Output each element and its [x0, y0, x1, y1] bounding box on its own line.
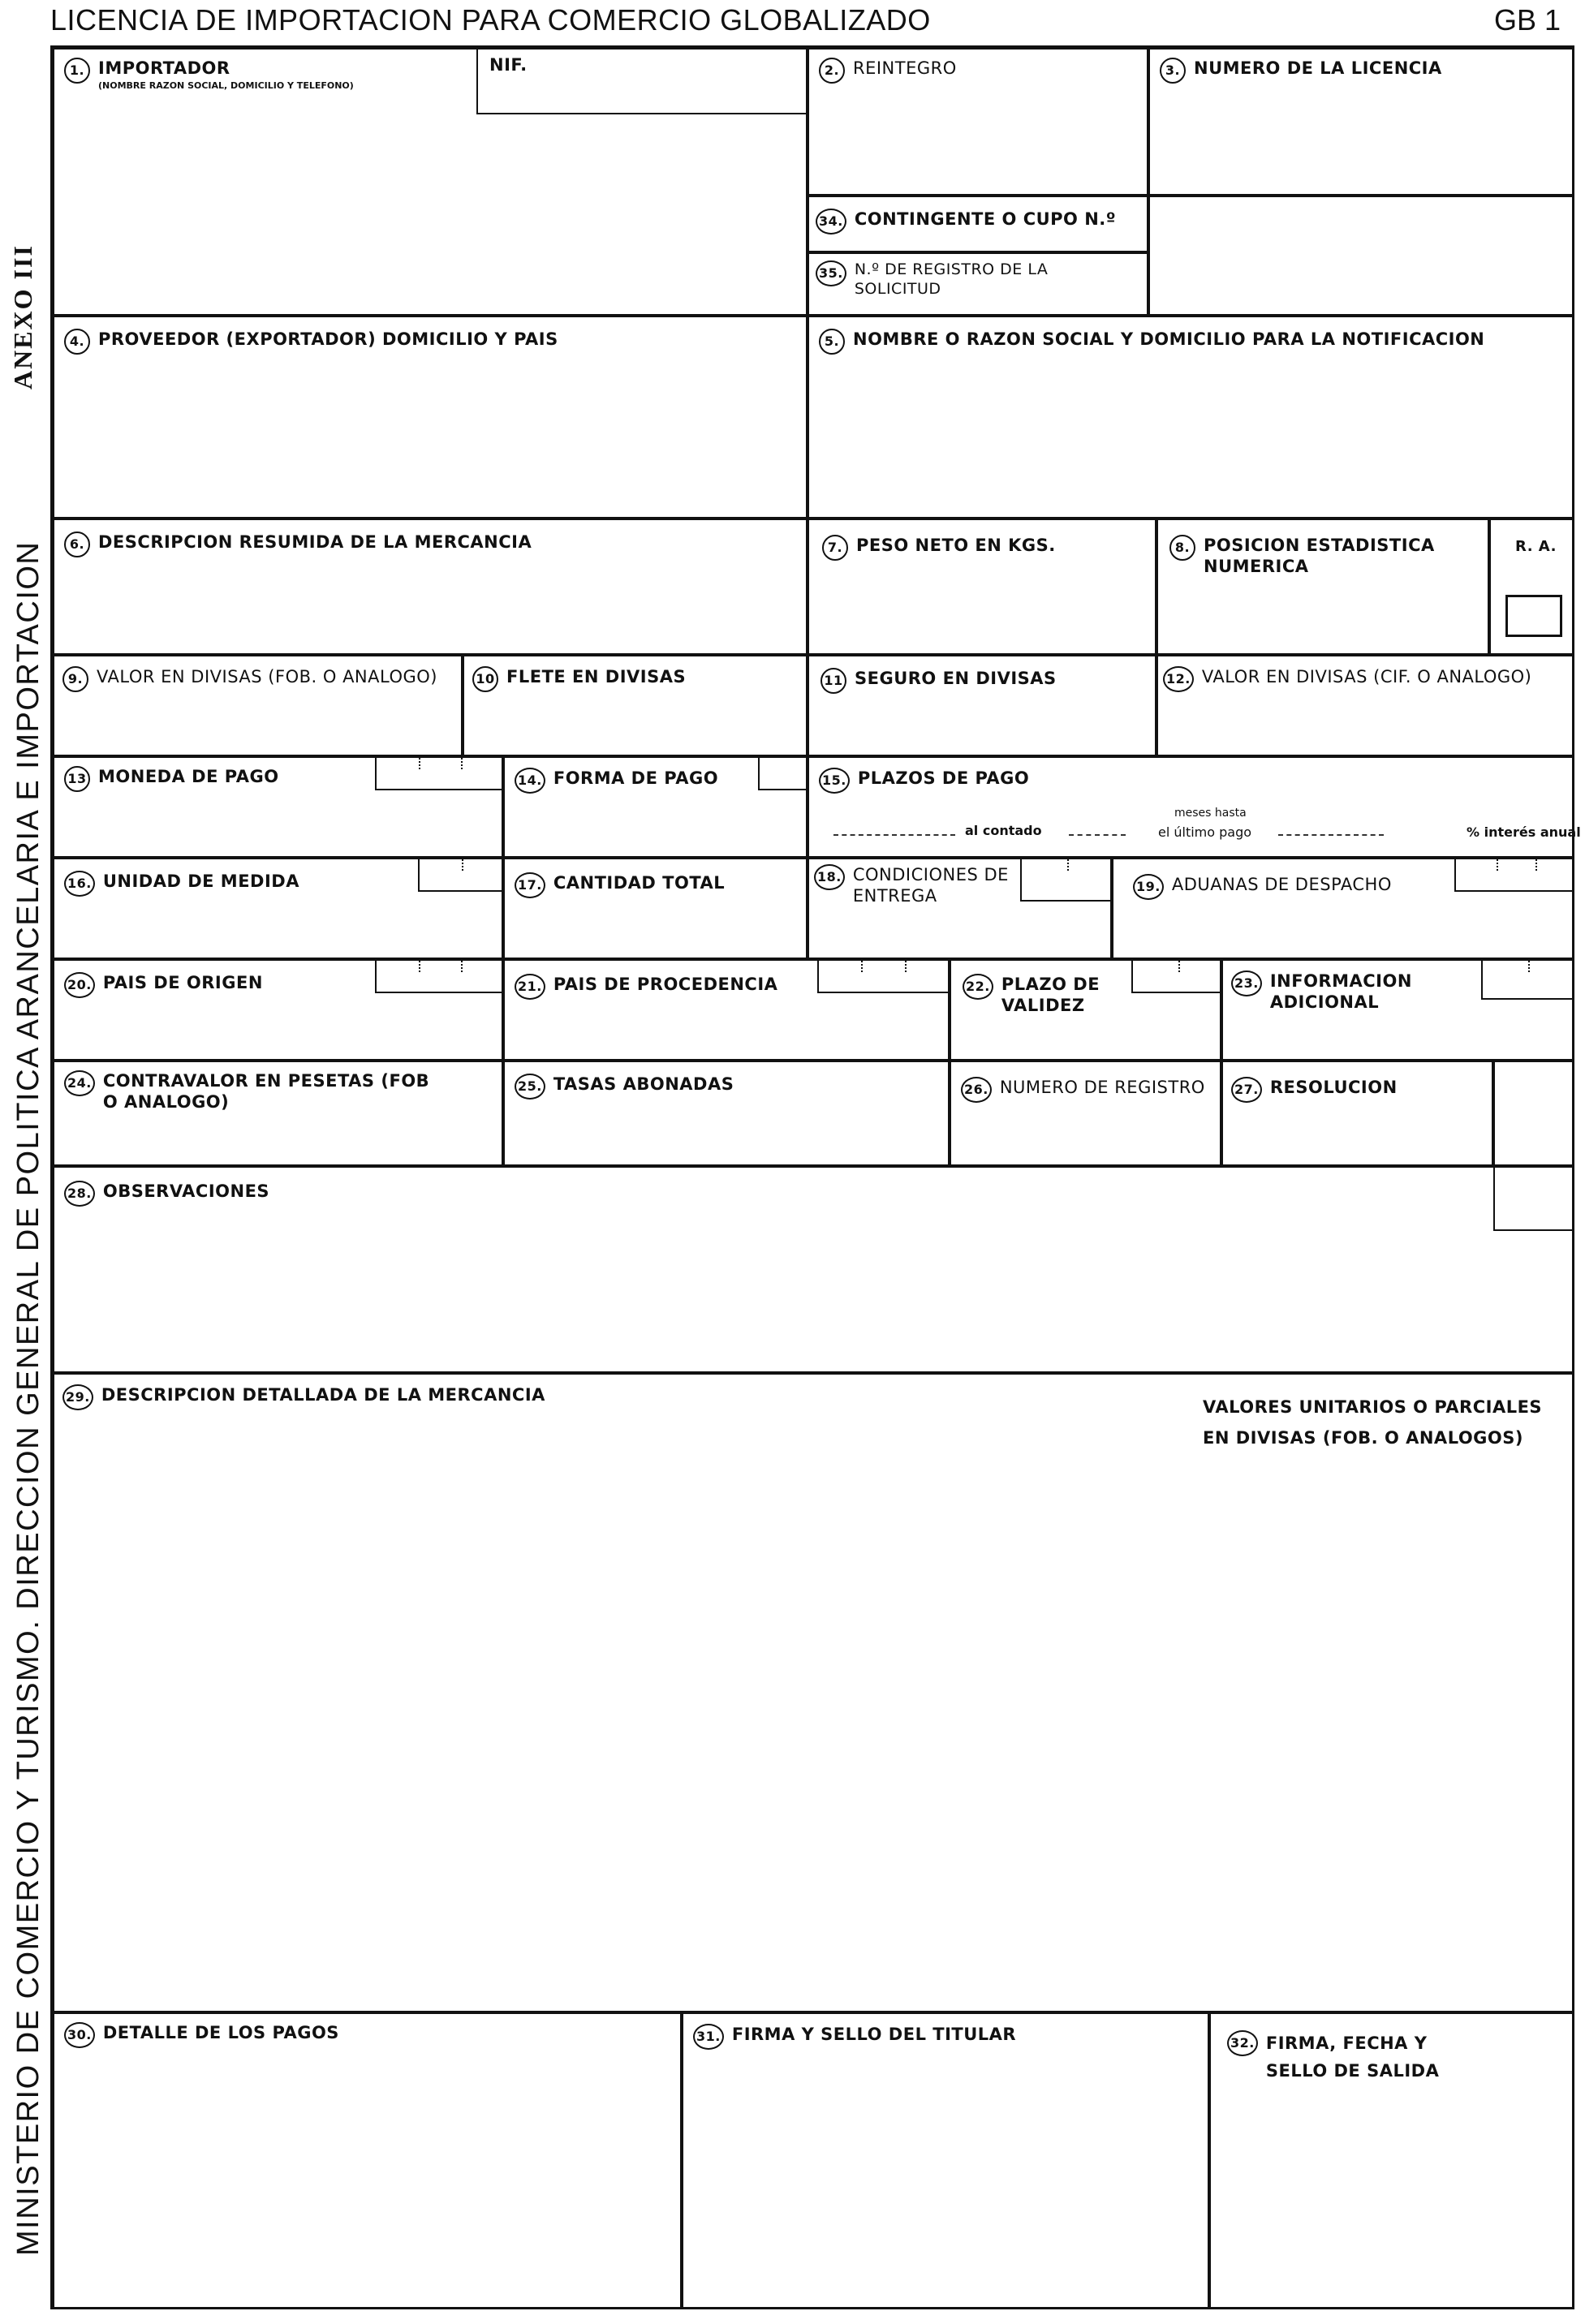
field-label: MONEDA DE PAGO: [98, 767, 279, 786]
code-box[interactable]: [1020, 859, 1112, 902]
code-box[interactable]: [1454, 859, 1574, 892]
ministry-side-text: MINISTERIO DE COMERCIO Y TURISMO. DIRECCION GENERAL DE POLITICA ARANCELARIA E IMPORTACION: [11, 540, 45, 2256]
field-posicion-estadistica[interactable]: [1156, 519, 1489, 655]
field-number-badge: 16.: [64, 871, 95, 897]
field-aduanas-despacho[interactable]: [1112, 858, 1574, 959]
field-number-badge: 13: [64, 766, 90, 792]
field-label: DETALLE DE LOS PAGOS: [102, 2023, 339, 2042]
field-label: NUMERO DE REGISTRO: [999, 1078, 1205, 1097]
code-box[interactable]: [1481, 961, 1574, 1000]
field-descripcion-resumida[interactable]: [53, 519, 808, 655]
field-label: CONDICIONES DE ENTREGA: [852, 865, 1009, 906]
field-label: IMPORTADOR: [98, 58, 230, 78]
anexo-side-text: ANEXO III: [8, 244, 37, 389]
ra-input-box[interactable]: [1505, 595, 1562, 637]
field-number-badge: 17.: [515, 872, 545, 898]
field-number-badge: 15.: [819, 768, 850, 794]
code-box[interactable]: [1131, 961, 1221, 993]
field-number-badge: 28.: [64, 1181, 95, 1207]
field-number-badge: 4.: [64, 329, 90, 355]
license-form: [50, 45, 1581, 2309]
field-label: R. A.: [1515, 538, 1557, 555]
field-label: INFORMACION ADICIONAL: [1269, 971, 1412, 1013]
field-number-badge: 29.: [62, 1384, 93, 1410]
observaciones-side-box[interactable]: [1493, 1166, 1574, 1231]
field-number-badge: 10: [472, 666, 498, 692]
form-title: LICENCIA DE IMPORTACION PARA COMERCIO GLOBALIZADO: [50, 3, 931, 37]
field-label: PAIS DE PROCEDENCIA: [553, 975, 778, 994]
field-flete[interactable]: [463, 655, 808, 756]
field-label: NOMBRE O RAZON SOCIAL Y DOMICILIO PARA LA NOTIFICACION: [853, 329, 1485, 349]
field-contingente[interactable]: [808, 196, 1148, 252]
dashed-line: [1278, 834, 1384, 836]
field-label: FIRMA Y SELLO DEL TITULAR: [731, 2025, 1017, 2044]
field-valor-fob[interactable]: [53, 655, 463, 756]
field-nif[interactable]: [476, 48, 808, 114]
field-number-badge: 21.: [515, 974, 545, 1000]
field-descripcion-detallada[interactable]: [53, 1373, 1574, 2012]
field-tasas-abonadas[interactable]: [503, 1061, 950, 1166]
meses-hasta-text: meses hasta: [1174, 807, 1247, 820]
field-proveedor[interactable]: [53, 316, 808, 519]
field-number-badge: 32.: [1227, 2030, 1258, 2056]
field-number-badge: 3.: [1160, 58, 1186, 84]
field-label: PROVEEDOR (EXPORTADOR) DOMICILIO Y PAIS: [98, 329, 558, 349]
field-label: FLETE EN DIVISAS: [506, 667, 687, 686]
field-label: UNIDAD DE MEDIDA: [102, 872, 299, 891]
field-label: FIRMA, FECHA Y SELLO DE SALIDA: [1265, 2034, 1440, 2081]
ultimo-pago-text: el último pago: [1158, 824, 1252, 840]
field-number-badge: 5.: [819, 329, 845, 355]
dashed-line: [833, 834, 955, 836]
field-firma-salida[interactable]: [1209, 2012, 1574, 2309]
field-label: N.º DE REGISTRO DE LA SOLICITUD: [854, 260, 1049, 298]
field-number-badge: 31.: [693, 2024, 724, 2050]
field-number-badge: 34.: [816, 209, 846, 235]
field-label: POSICION ESTADISTICA NUMERICA: [1204, 536, 1435, 577]
field-moneda-pago[interactable]: [53, 756, 503, 858]
form-code: GB 1: [1493, 3, 1561, 37]
field-label: PLAZO DE VALIDEZ: [1001, 975, 1100, 1016]
field-number-badge: 9.: [62, 666, 88, 692]
code-box[interactable]: [758, 758, 808, 790]
field-ra[interactable]: [1489, 519, 1574, 655]
side-box[interactable]: [1493, 1061, 1574, 1166]
field-numero-licencia[interactable]: [1148, 48, 1574, 196]
field-label: NUMERO DE LA LICENCIA: [1194, 58, 1442, 78]
field-label: VALOR EN DIVISAS (CIF. O ANALOGO): [1201, 667, 1532, 686]
field-label: CANTIDAD TOTAL: [553, 873, 726, 893]
field-detalle-pagos[interactable]: [53, 2012, 682, 2309]
field-number-badge: 6.: [64, 532, 90, 557]
field-forma-pago[interactable]: [503, 756, 808, 858]
field-number-badge: 24.: [64, 1070, 95, 1096]
field-label: DESCRIPCION DETALLADA DE LA MERCANCIA: [101, 1385, 545, 1405]
field-number-badge: 18.: [814, 864, 845, 890]
field-plazo-validez[interactable]: [950, 959, 1221, 1061]
field-unidad-medida[interactable]: [53, 858, 503, 959]
code-box[interactable]: [418, 859, 503, 892]
field-number-badge: 11: [820, 668, 846, 694]
field-number-badge: 23.: [1231, 970, 1262, 996]
field-label: CONTINGENTE O CUPO N.º: [854, 209, 1117, 229]
field-valor-cif[interactable]: [1156, 655, 1574, 756]
field-firma-titular[interactable]: [682, 2012, 1209, 2309]
field-number-badge: 20.: [64, 972, 95, 998]
field-number-badge: 12.: [1163, 666, 1194, 692]
field-number-badge: 35.: [816, 260, 846, 286]
field-number-badge: 14.: [515, 768, 545, 794]
field-label: DESCRIPCION RESUMIDA DE LA MERCANCIA: [98, 532, 532, 552]
field-number-badge: 22.: [963, 974, 993, 1000]
field-label: NIF.: [489, 55, 528, 75]
field-resolucion[interactable]: [1221, 1061, 1493, 1166]
field-number-badge: 8.: [1169, 535, 1195, 561]
field-label: CONTRAVALOR EN PESETAS (FOB O ANALOGO): [102, 1071, 430, 1113]
code-box[interactable]: [375, 961, 503, 993]
field-number-badge: 30.: [64, 2022, 95, 2048]
field-pais-procedencia[interactable]: [503, 959, 950, 1061]
field-informacion-adicional[interactable]: [1221, 959, 1574, 1061]
field-label: SEGURO EN DIVISAS: [855, 669, 1057, 688]
code-box[interactable]: [375, 758, 503, 790]
field-number-badge: 7.: [822, 535, 848, 561]
field-seguro[interactable]: [808, 655, 1156, 756]
field-label: TASAS ABONADAS: [553, 1074, 734, 1094]
field-contravalor-pesetas[interactable]: [53, 1061, 503, 1166]
field-label: ADUANAS DE DESPACHO: [1171, 875, 1392, 894]
field-notificacion[interactable]: [808, 316, 1574, 519]
field-registro-solicitud[interactable]: [808, 252, 1148, 316]
field-number-badge: 27.: [1231, 1077, 1262, 1103]
field-contingente-value[interactable]: [1148, 196, 1574, 316]
field-number-badge: 26.: [961, 1077, 992, 1103]
field-label: PAIS DE ORIGEN: [102, 973, 263, 992]
field-right-label: VALORES UNITARIOS O PARCIALES EN DIVISAS (FOB. O ANALOGOS): [1203, 1397, 1543, 1448]
field-label: REINTEGRO: [853, 58, 957, 78]
field-reintegro[interactable]: [808, 48, 1148, 196]
field-cantidad-total[interactable]: [503, 858, 808, 959]
field-numero-registro[interactable]: [950, 1061, 1221, 1166]
field-label: PLAZOS DE PAGO: [857, 768, 1030, 788]
field-label: VALOR EN DIVISAS (FOB. O ANALOGO): [97, 667, 437, 686]
field-observaciones[interactable]: [53, 1166, 1574, 1373]
field-pais-origen[interactable]: [53, 959, 503, 1061]
field-label: OBSERVACIONES: [102, 1181, 270, 1201]
field-peso-neto[interactable]: [808, 519, 1156, 655]
field-number-badge: 25.: [515, 1074, 545, 1100]
field-number-badge: 19.: [1133, 874, 1164, 900]
field-number-badge: 2.: [819, 58, 845, 84]
dashed-line: [1069, 834, 1126, 836]
field-label: RESOLUCION: [1269, 1078, 1398, 1097]
field-label: FORMA DE PAGO: [553, 768, 719, 788]
field-label: PESO NETO EN KGS.: [856, 536, 1056, 555]
field-number-badge: 1.: [64, 58, 90, 84]
code-box[interactable]: [817, 961, 950, 993]
field-sublabel: (NOMBRE RAZON SOCIAL, DOMICILIO Y TELEFONO): [98, 80, 354, 92]
field-condiciones-entrega[interactable]: [808, 858, 1112, 959]
interes-anual-text: % interés anual: [1467, 824, 1581, 840]
al-contado-text: al contado: [965, 823, 1042, 838]
field-plazos-pago[interactable]: [808, 756, 1581, 858]
